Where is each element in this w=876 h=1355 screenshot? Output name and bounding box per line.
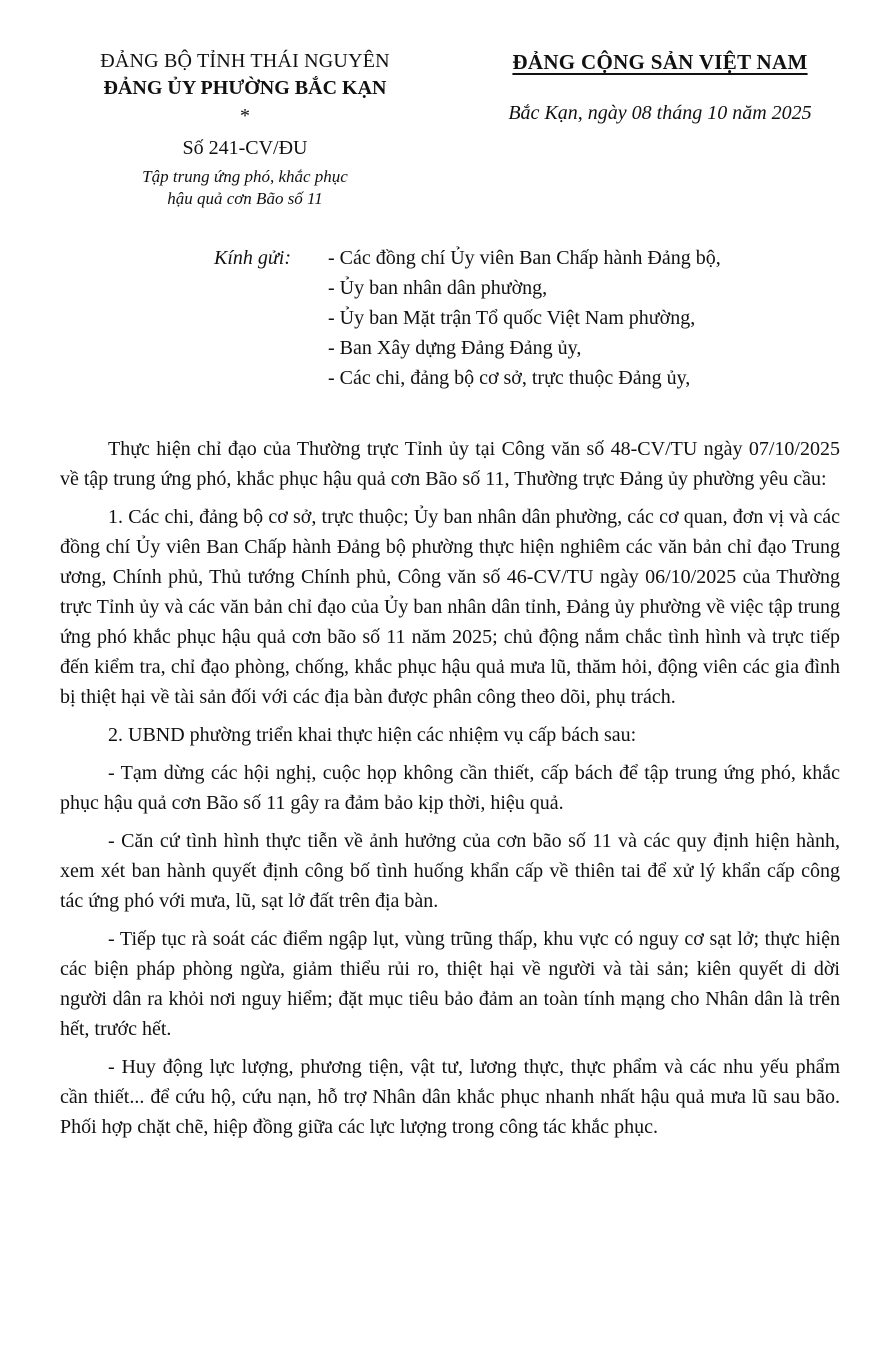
recipient-item: - Ủy ban Mặt trận Tổ quốc Việt Nam phường, <box>328 307 696 329</box>
document-date: Bắc Kạn, ngày 08 tháng 10 năm 2025 <box>508 102 812 124</box>
party-header-block <box>470 48 850 126</box>
document-body <box>60 434 840 1150</box>
document-number: Số 241-CV/ĐU <box>182 137 308 159</box>
recipient-item: - Ủy ban nhân dân phường, <box>328 277 548 299</box>
party-name: ĐẢNG CỘNG SẢN VIỆT NAM <box>512 50 808 74</box>
recipients-list <box>328 243 721 393</box>
recipient-item: - Các chi, đảng bộ cơ sở, trực thuộc Đảng ủy, <box>328 367 691 389</box>
body-paragraph: - Căn cứ tình hình thực tiễn về ảnh hưởng của cơn bão số 11 và các quy định hiện hành, xem xét ban hành quyết định công bố tình huống khẩn cấp về thiên tai để xử lý khẩn cấp công tác ứng phó với mưa, lũ, sạt lở đất trên địa bàn. <box>60 830 840 912</box>
body-paragraph: 1. Các chi, đảng bộ cơ sở, trực thuộc; Ủy ban nhân dân phường, các cơ quan, đơn vị và các đồng chí Ủy viên Ban Chấp hành Đảng bộ phường thực hiện nghiêm các văn bản chỉ đạo Trung ương, Chính phủ, Thủ tướng Chính phủ, Công văn số 46-CV/TU ngày 06/10/2025 của Thường trực Tỉnh ủy và các văn bản chỉ đạo của Ủy ban nhân dân tỉnh, Đảng ủy phường về việc tập trung ứng phó khắc phục hậu quả cơn bão số 11 năm 2025; chủ động nắm chắc tình hình và trực tiếp đến kiểm tra, chỉ đạo phòng, chống, khắc phục hậu quả mưa lũ, thăm hỏi, động viên các gia đình bị thiệt hại về tài sản đối với các địa bàn được phân công theo dõi, phụ trách. <box>60 506 840 708</box>
issuing-authority-block <box>60 48 430 210</box>
body-paragraph: Thực hiện chỉ đạo của Thường trực Tỉnh ủy tại Công văn số 48-CV/TU ngày 07/10/2025 về tập trung ứng phó, khắc phục hậu quả cơn Bão số 11, Thường trực Đảng ủy phường yêu cầu: <box>60 438 840 490</box>
body-paragraph: - Tiếp tục rà soát các điểm ngập lụt, vùng trũng thấp, khu vực có nguy cơ sạt lở; thực hiện các biện pháp phòng ngừa, giảm thiểu rủi ro, thiệt hại về người và tài sản; kiên quyết di dời người dân ra khỏi nơi nguy hiểm; đặt mục tiêu bảo đảm an toàn tính mạng cho Nhân dân là trên hết, trước hết. <box>60 928 840 1040</box>
ward-party-committee: ĐẢNG ỦY PHƯỜNG BẮC KẠN <box>103 77 387 99</box>
subject-line-1: Tập trung ứng phó, khắc phục <box>142 167 348 186</box>
recipient-item: - Ban Xây dựng Đảng Đảng ủy, <box>328 337 582 359</box>
separator-star: * <box>240 105 250 127</box>
body-paragraph: - Tạm dừng các hội nghị, cuộc họp không cần thiết, cấp bách để tập trung ứng phó, khắc phục hậu quả cơn Bão số 11 gây ra đảm bảo kịp thời, hiệu quả. <box>60 762 840 814</box>
document-subject <box>60 166 430 210</box>
recipient-item: - Các đồng chí Ủy viên Ban Chấp hành Đảng bộ, <box>328 247 721 269</box>
provincial-party-committee: ĐẢNG BỘ TỈNH THÁI NGUYÊN <box>100 50 390 72</box>
recipients-label: Kính gửi: <box>214 247 292 269</box>
body-paragraph: - Huy động lực lượng, phương tiện, vật tư, lương thực, thực phẩm và các nhu yếu phẩm cần thiết... để cứu hộ, cứu nạn, hỗ trợ Nhân dân khắc phục nhanh nhất hậu quả mưa lũ sau bão. Phối hợp chặt chẽ, hiệp đồng giữa các lực lượng trong công tác khắc phục. <box>60 1056 840 1138</box>
subject-line-2: hậu quả cơn Bão số 11 <box>167 189 323 208</box>
body-paragraph: 2. UBND phường triển khai thực hiện các nhiệm vụ cấp bách sau: <box>108 724 637 746</box>
